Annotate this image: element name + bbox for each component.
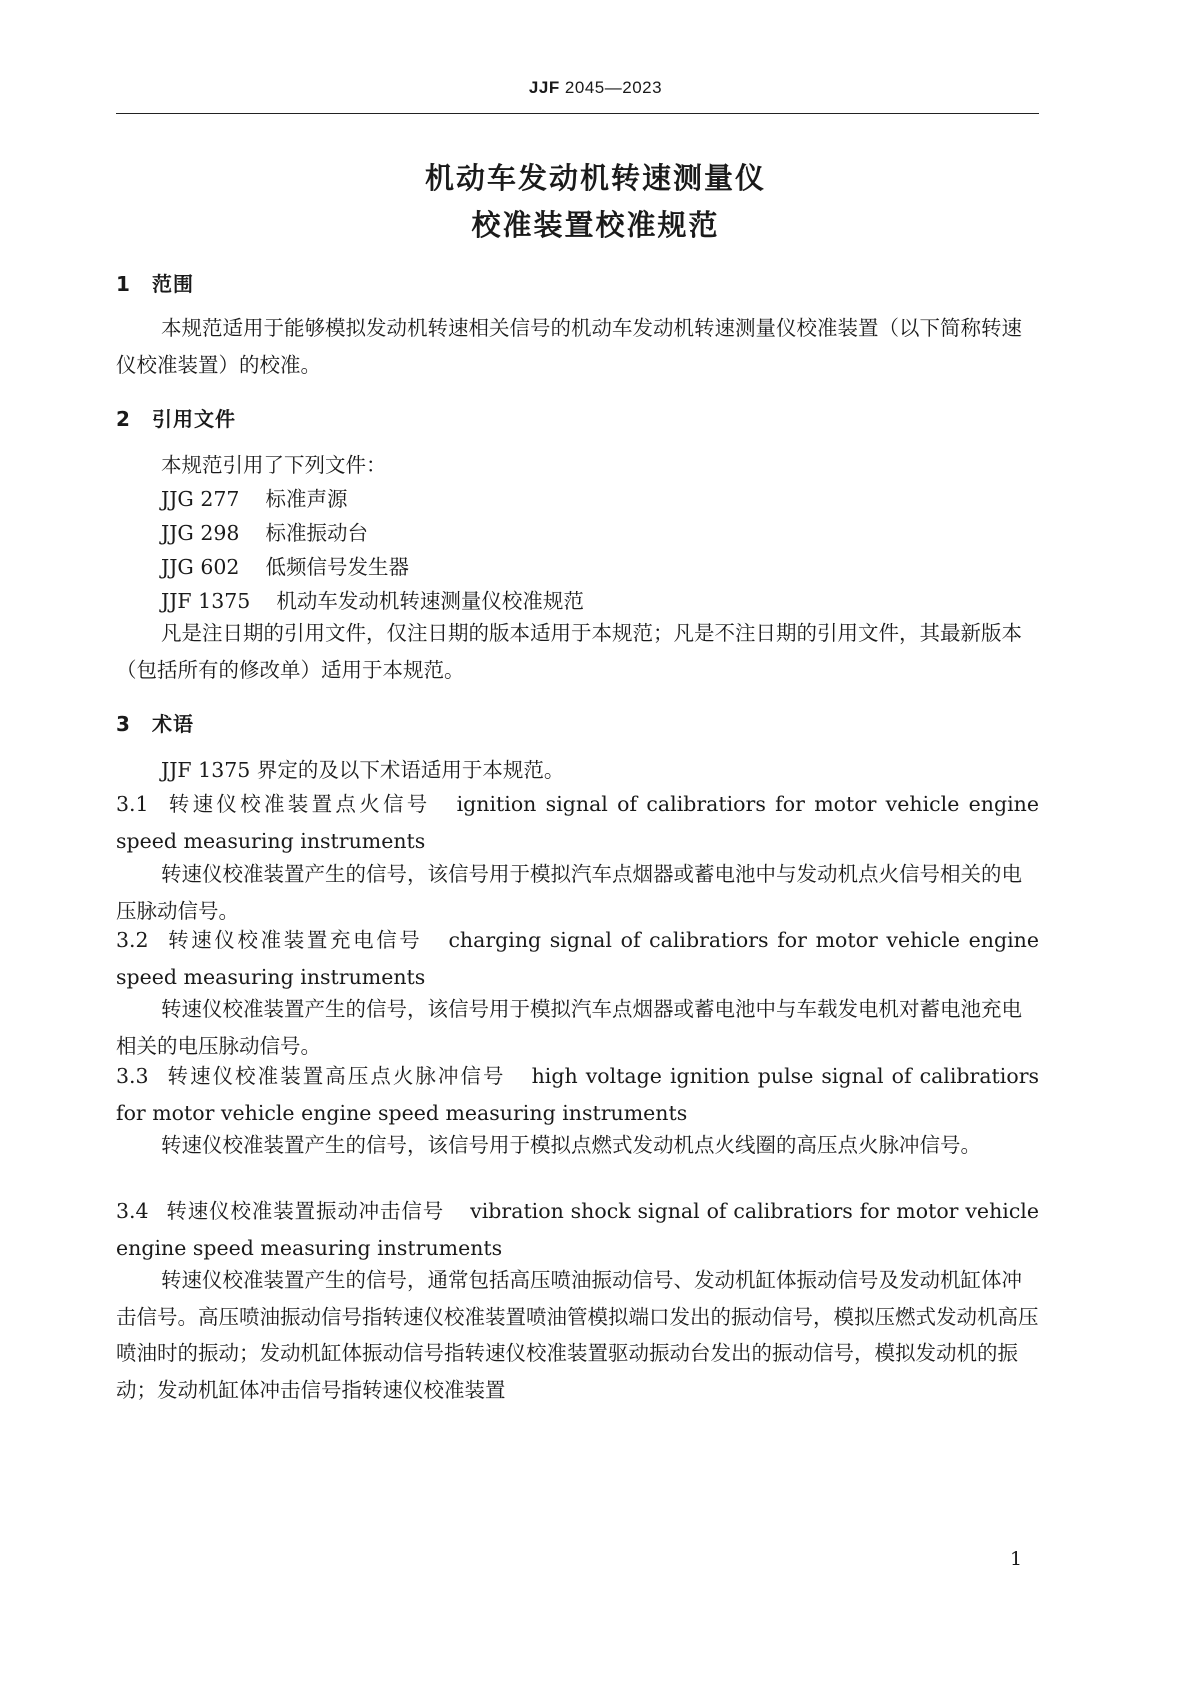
reference-item xyxy=(161,481,347,518)
standard-code-header xyxy=(0,78,1191,98)
document-title-line-1: 机动车发动机转速测量仪 xyxy=(424,161,766,195)
section-heading-terms xyxy=(116,708,194,737)
term-number: 3.4 xyxy=(116,1199,149,1223)
standard-code-number: 2045—2023 xyxy=(559,78,663,97)
term-chinese: 转速仪校准装置高压点火脉冲信号 xyxy=(166,1064,506,1088)
document-title-line-2: 校准装置校准规范 xyxy=(471,208,720,242)
reference-item xyxy=(161,549,409,586)
header-rule xyxy=(116,113,1039,114)
reference-item xyxy=(161,515,368,552)
term-english: charging signal of calibratiors for motor vehicle engine speed measuring instruments xyxy=(116,928,1040,989)
reference-code: JJG 298 xyxy=(161,521,240,545)
standard-code-prefix: JJF xyxy=(528,78,560,97)
scope-paragraph: 本规范适用于能够模拟发动机转速相关信号的机动车发动机转速测量仪校准装置（以下简称转速仪校准装置）的校准。 xyxy=(116,316,1022,377)
term-english: high voltage ignition pulse signal of calibratiors for motor vehicle engine speed measuring instruments xyxy=(116,1064,1040,1125)
section-heading-scope xyxy=(116,268,194,297)
term-chinese: 转速仪校准装置点火信号 xyxy=(166,792,431,816)
term-entry-3-3 xyxy=(116,1058,1039,1131)
term-number: 3.2 xyxy=(116,928,149,952)
page-number: 1 xyxy=(1010,1548,1023,1570)
reference-code: JJF 1375 xyxy=(161,589,251,613)
term-english: vibration shock signal of calibratiors for motor vehicle engine speed measuring instruments xyxy=(116,1199,1039,1260)
term-english: ignition signal of calibratiors for motor vehicle engine speed measuring instruments xyxy=(116,792,1039,853)
section-number: 3 xyxy=(116,712,131,736)
reference-code: JJG 277 xyxy=(161,487,240,511)
term-chinese: 转速仪校准装置振动冲击信号 xyxy=(166,1199,445,1223)
term-entry-3-2 xyxy=(116,922,1039,995)
section-number: 1 xyxy=(116,272,131,296)
term-definition: 转速仪校准装置产生的信号，该信号用于模拟汽车点烟器或蓄电池中与车载发电机对蓄电池充电相关的电压脉动信号。 xyxy=(116,997,1022,1058)
term-definition: 转速仪校准装置产生的信号，通常包括高压喷油振动信号、发动机缸体振动信号及发动机缸体冲击信号。高压喷油振动信号指转速仪校准装置喷油管模拟端口发出的振动信号，模拟压燃式发动机高压喷油时的振动；发动机缸体振动信号指转速仪校准装置驱动振动台发出的振动信号，模拟发动机的振动；发动机缸体冲击信号指转速仪校准装置 xyxy=(116,1268,1039,1402)
section-heading-references xyxy=(116,403,236,432)
reference-code: JJG 602 xyxy=(161,555,240,579)
term-entry-3-1 xyxy=(116,786,1039,859)
section-title: 术语 xyxy=(152,712,194,736)
section-title: 引用文件 xyxy=(152,407,236,431)
references-intro: 本规范引用了下列文件： xyxy=(161,453,387,477)
section-title: 范围 xyxy=(152,272,194,296)
term-definition: 转速仪校准装置产生的信号，该信号用于模拟汽车点烟器或蓄电池中与发动机点火信号相关的电压脉动信号。 xyxy=(116,862,1022,923)
term-entry-3-4 xyxy=(116,1193,1039,1266)
reference-name: 机动车发动机转速测量仪校准规范 xyxy=(276,589,584,613)
section-number: 2 xyxy=(116,407,131,431)
references-note: 凡是注日期的引用文件，仅注日期的版本适用于本规范；凡是不注日期的引用文件，其最新版本（包括所有的修改单）适用于本规范。 xyxy=(116,621,1022,682)
term-chinese: 转速仪校准装置充电信号 xyxy=(166,928,423,952)
terms-intro: JJF 1375 界定的及以下术语适用于本规范。 xyxy=(161,758,565,782)
reference-name: 标准声源 xyxy=(265,487,348,511)
reference-name: 标准振动台 xyxy=(265,521,368,545)
term-number: 3.1 xyxy=(116,792,149,816)
reference-name: 低频信号发生器 xyxy=(265,555,409,579)
term-number: 3.3 xyxy=(116,1064,149,1088)
term-definition: 转速仪校准装置产生的信号，该信号用于模拟点燃式发动机点火线圈的高压点火脉冲信号。 xyxy=(161,1133,981,1157)
